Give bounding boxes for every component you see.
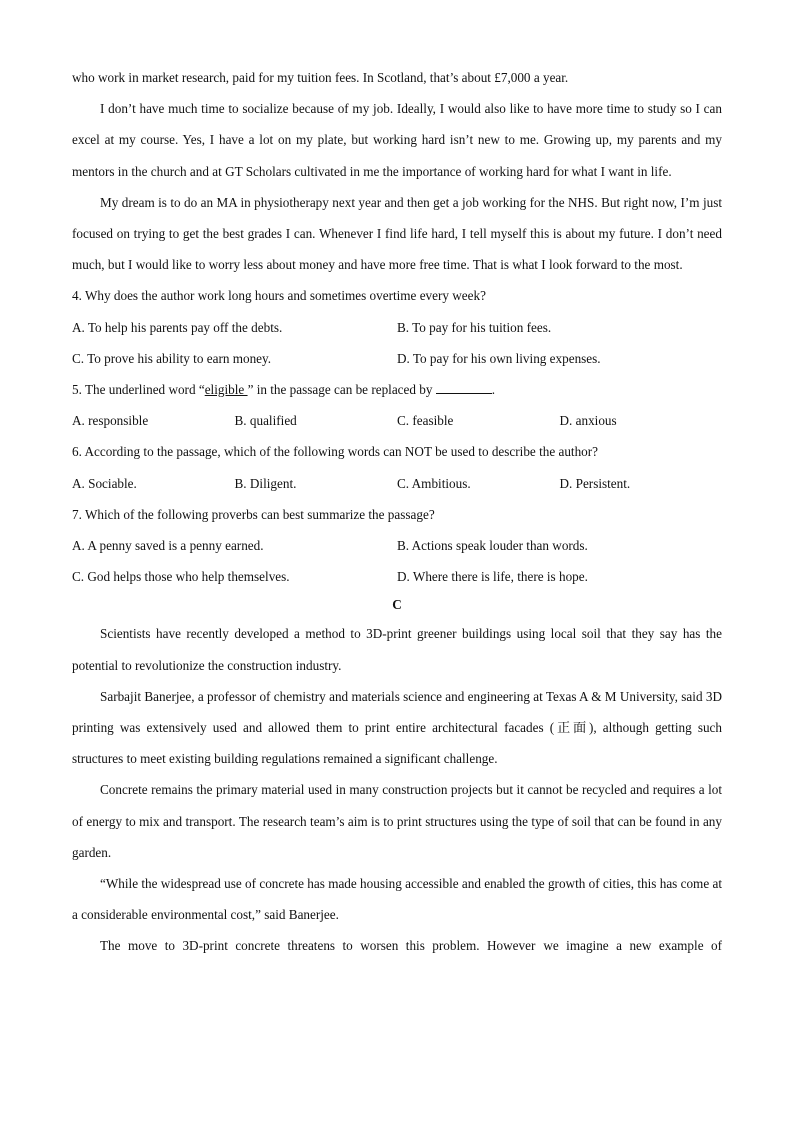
- question-stem: 6. According to the passage, which of the following words can NOT be used to describe the author?: [72, 444, 599, 460]
- option-b[interactable]: B. Diligent.: [234, 475, 297, 491]
- option-d[interactable]: D. Where there is life, there is hope.: [397, 569, 588, 585]
- underlined-word: eligible: [204, 382, 248, 398]
- option-d[interactable]: D. To pay for his own living expenses.: [397, 350, 601, 366]
- paragraph: Sarbajit Banerjee, a professor of chemistry and materials science and engineering at Texas A & M University, said 3D printing was extensively used and allowed them to print entire architectural facades (正面), although getting such structures to meet existing building regulations remained a significant challenge.: [72, 688, 722, 767]
- paragraph: I don’t have much time to socialize because of my job. Ideally, I would also like to have more time to study so I can excel at my course. Yes, I have a lot on my plate, but working hard isn’t new to me. Growing up, my parents and my mentors in the church and at GT Scholars cultivated in me the importance of working hard for what I want in life.: [72, 101, 722, 179]
- option-d[interactable]: D. Persistent.: [559, 475, 631, 491]
- document-page: [72, 62, 722, 962]
- option-b[interactable]: B. qualified: [234, 413, 297, 429]
- option-c[interactable]: C. feasible: [397, 413, 454, 429]
- answer-blank: [436, 382, 492, 394]
- option-a[interactable]: A. Sociable.: [72, 475, 137, 491]
- question-7: [72, 499, 722, 593]
- question-stem: 7. Which of the following proverbs can best summarize the passage?: [72, 506, 435, 522]
- paragraph-truncated: The move to 3D-print concrete threatens to worsen this problem. However we imagine a new example of: [100, 938, 722, 954]
- question-4: [72, 280, 722, 374]
- option-c[interactable]: C. To prove his ability to earn money.: [72, 350, 272, 366]
- paragraph: who work in market research, paid for my tuition fees. In Scotland, that’s about £7,000 a year.: [72, 70, 569, 85]
- question-stem: 4. Why does the author work long hours and sometimes overtime every week?: [72, 288, 486, 304]
- question-5: [72, 374, 722, 436]
- option-a[interactable]: A. responsible: [72, 413, 149, 429]
- question-6: [72, 436, 722, 498]
- option-a[interactable]: A. A penny saved is a penny earned.: [72, 538, 264, 554]
- paragraph: “While the widespread use of concrete has made housing accessible and enabled the growth of cities, this has come at a considerable environmental cost,” said Banerjee.: [72, 876, 722, 923]
- question-stem: 5. The underlined word “eligible ” in the passage can be replaced by .: [72, 382, 496, 398]
- option-d[interactable]: D. anxious: [559, 413, 617, 429]
- option-b[interactable]: B. To pay for his tuition fees.: [397, 319, 552, 335]
- paragraph: Concrete remains the primary material used in many construction projects but it cannot be recycled and requires a lot of energy to mix and transport. The research team’s aim is to print structures using the type of soil that can be found in any garden.: [72, 782, 722, 860]
- option-b[interactable]: B. Actions speak louder than words.: [397, 538, 588, 554]
- option-a[interactable]: A. To help his parents pay off the debts.: [72, 319, 283, 335]
- option-c[interactable]: C. God helps those who help themselves.: [72, 569, 290, 585]
- option-c[interactable]: C. Ambitious.: [397, 475, 471, 491]
- section-heading: C: [392, 597, 402, 613]
- paragraph: My dream is to do an MA in physiotherapy next year and then get a job working for the NHS. But right now, I’m just focused on trying to get the best grades I can. Whenever I find life hard, I tell myself this is about my future. I don’t need much, but I would like to worry less about money and have more free time. That is what I look forward to the most.: [72, 194, 722, 273]
- paragraph: Scientists have recently developed a method to 3D-print greener buildings using local soil that they say has the potential to revolutionize the construction industry.: [72, 626, 722, 673]
